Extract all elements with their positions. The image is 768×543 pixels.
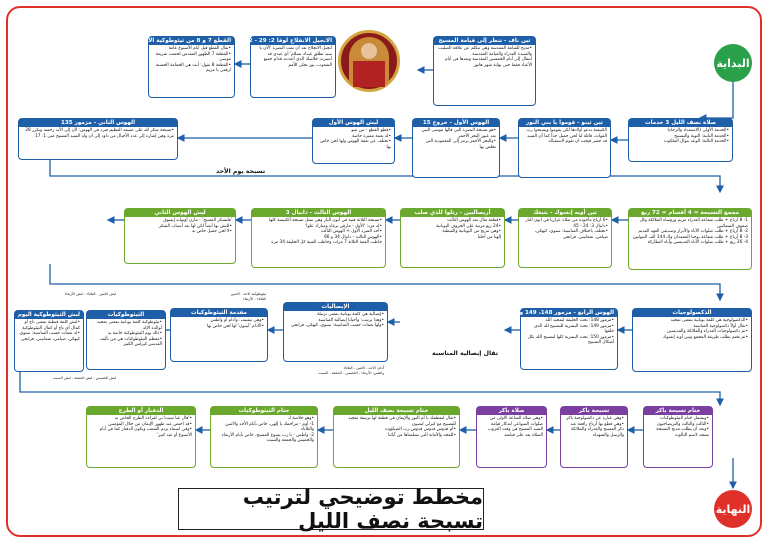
box-body: •وهي صلاة الساعة الأولى من صلوات السواعي لتذكار قيامة السيد المسيح في وقت الغروب الصلاة يعد على قيامته (487, 416, 543, 438)
box-heading: لبش الثيئوطوكية اليوم (15, 311, 83, 319)
box-baker-tasbeha (560, 406, 628, 468)
box-hos-3 (251, 208, 386, 268)
left-small-note-2: لبش الخميس - لبش الجمعة - لبش السبت (52, 376, 116, 380)
box-heading: الذكصولوجيات (633, 309, 751, 317)
box-ten-naf (433, 36, 536, 106)
page-title: مخطط توضيحي لترتيب تسبحة نصف الليل (178, 488, 484, 530)
box-heading: الهوس الثالث - دانيال 3 (252, 209, 385, 217)
box-heading: لبش الهوس الثاني (125, 209, 235, 217)
box-heading: لبش الهوس الأول (313, 119, 394, 127)
box-doxologies (632, 308, 752, 372)
theotokia-days-note: ثيئوطوكية الاحد - الاثنين الثلاثاء - الأربعاء (230, 292, 266, 301)
box-heading: القطع 7 و 8 من ثيئوطوكية الأحد (149, 37, 234, 45)
box-heading: الهوس الثاني - مزمور 135 (19, 119, 177, 127)
box-heading: تسبحة باكر (561, 407, 627, 415)
box-midnight-prayer (628, 118, 733, 162)
box-end-theotokias (210, 406, 318, 468)
box-body: •ثيئوطوكية كلمة يونانية بمعنى تمجيد لوالدة الإله •ذلك يوم الثيئوطوكية خاصة به •معظم الثيئوطوكيات هي من تأليف القديس كيرلس الكبير (97, 320, 162, 348)
psali-after-label: تقال إبصالية المناسبة (432, 350, 499, 357)
box-lobsh-1 (312, 118, 395, 164)
box-heading: تين أويه إنسوك - نتبعك (519, 209, 611, 217)
box-body: •الخدمة الأولى (الاستعداد والرجاء) •الخدمة الثانية: التوبة والتسبيح •الخدمة الثالثة: الوعد بنوال الملكوت (663, 128, 729, 145)
box-baker-prayer (476, 406, 547, 468)
box-ten-theno (518, 118, 611, 178)
box-body: •تسبحة الثلاثة فتية في أتون النار وهي تمثل تسبحة الكنيسة كلها •له مرد: 'الأول - مارفن برغاه ومبارك علوا' •أحد الميرد الأول + الهوس الثالث •الهوس الثالث - دانيال 34 و 66 خاطب الفتية الثلاثة 7 مرات وخاطب الفتية كل الخليقة 34 مرة (269, 218, 382, 246)
left-small-note-1: لبش الاثنين - الثلاثاء - لبش الأربعاء (64, 292, 116, 296)
box-body: انجيل الانجلاج بعد أن تمت النصرة 'الآن يا سيد تطلق عبدك بسلام' أي عبدي قد أبصرت خلاصك الذي أعددته قدام جميع الشعوب، نور تجلي للأمم (259, 46, 332, 68)
start-circle: البداية (714, 44, 752, 82)
box-ten-oweh (518, 208, 612, 268)
box-heading: الثيئوطوكيات (87, 311, 165, 319)
box-heading: الهوس الرابع - مزمور 148، 149 و 150 (521, 309, 617, 317)
box-lobsh-2 (124, 208, 236, 264)
box-body: •مزمور 148: بحث الخليقة لتمجيد الله •مزمور 149: بحث البشرية للتسبيح لله الذي خلقها •مزمور 150: بحث البشرية كلها لتسبيح الله بكل أشكال التسبيح (527, 318, 614, 346)
box-body: •الذكصولوجية هي كلمة يونانية بمعنى تمجيد •تقال أولاً ذكصولوجية المناسبة •ثم ذكصولوجيات العذراء والملائكة والقديسين •ثم يختم بطلب طريقة المجمع وتين أويه إنسوك (662, 318, 748, 340)
end-circle: النهاية (714, 490, 752, 528)
box-heading: تين ناف - تنظر إلى قيامة المسيح (434, 37, 535, 45)
box-majma (628, 208, 752, 270)
box-body: •لبش كلمة قبطية بمعنى تاج أو كمال أي تاج أو كمال الثيئوطوكية •له نغمات حسب المناسبة: سنوي، كيهكي، صيامي، شعانيني، فرايحي (18, 320, 80, 342)
box-psalis (283, 302, 388, 362)
box-end-midnight (333, 406, 460, 468)
box-hos-1 (412, 118, 500, 178)
box-heading: صلاة باكر (477, 407, 546, 415)
box-body: •وهي تيفتيف: وأدام أو واطس •الأدام 'أيبيون' لها لحن خاص بها (206, 318, 264, 329)
box-arisalin (400, 208, 505, 268)
box-heading: الإبصاليات (284, 303, 387, 311)
box-body: •6 أرباع مأخوذة من صلاة عزاريا في أتون النار •دانيال 3: 24 - 45 •تختلف باختلاف المناسبة: سنوي، كيهكي، صيامي، شعانيني، فرايحي (525, 218, 608, 240)
box-body: •مديح للقيامة المقدسة وهي تتكلم عن علاقة الصليب والسيدة العذراء والقيامة المقدسة انتقال إلى أيام الخمسين المقدسة وبعدها في أيام الأعياد فقط حتى نهاية شهر هاتور (438, 46, 532, 68)
box-gospel (244, 36, 336, 98)
box-body: •'قال عنا سيدنا بي لقراءة الطرح الخاص به •قد اختص عيد ظهور الإيمان من خلال المؤمنين •وفي اسماء يرنم الشعب ويكون الدفنار كما في أيام الأسبوع أو عيد كبير' (99, 416, 192, 438)
box-heading: الانجيل الانقلاج لوقا 2: 29 - 32 (251, 37, 335, 45)
box-body: •وهي عبارة عن ذكصولوجية باكر •وهي قطع بها أرباع رافعة عند ذكر المسيح والعذراء والملائكة والرسل والشهداء (566, 416, 624, 438)
box-heading: ختام الثيئوطوكيات (211, 407, 317, 415)
adam-watus-note: أدام: الأحد - الاثنين - الثلاثاء واطس: الأربعاء - الخميس - الجمعة - السبت (318, 366, 384, 375)
box-heading: تين ثينو - قوموا يا بني النور (519, 119, 610, 127)
box-heading: مقدمة الثيئوطوكيات (171, 309, 267, 317)
box-lobsh-theotokia (14, 310, 84, 372)
box-parts-7-8 (140, 36, 235, 98)
box-body: •قطعة تقال بعد الهوس الثالث •24 ربع مرتبة على الحروف اليونانية •وهي مزيج من اليونانية والقبطية إلهنا من أجلنا (436, 218, 501, 240)
box-body: 1- 8 أرباع + طلب شفاعة العذراء مريم ورؤساء الملائكة وكل صفوف السمائيين 2- 8 أرباع + طلب صلوات الآباء والأبرار وصديقي العهد القديم 3- 8 أرباع + طلب شفاعة يوحنا المعمدان والـ 144 ألف البتوليين 4- 26 ربع + طلب صلوات الآباء القديسين وآباء البطاركة (632, 218, 748, 246)
box-heading: مجمع التسبحة = 4 أقسام = 72 ربع (629, 209, 751, 217)
box-end-baker-tasbeha (643, 406, 713, 468)
box-theotokia-intro (170, 308, 268, 362)
box-body: •تسبحة شكر لله على صنيعه العظيم فيرد في الهوس: لأن إلى الأبد رحمته ويكرر 28 مرة وهي إشارة إلى عدد الأجيال من داود إلى أن ولد السيد المسيح متى 1: 17 (25, 128, 174, 139)
box-body: •هو تسبحة النصرة التي قالها موسى النبي بعد عبور البحر الأحمر •والبحر الأحمر يرمز إلى المعمودية التي نخلص بها (421, 128, 496, 150)
box-hos-4 (505, 308, 618, 370)
box-body: الكنيسة تدعو أولادها لكي يقوموا ويسبحوا رب القوات، قائلة لنا لحن جميل جداً كما أن السيد قد حضر فيجب ان تقوم لاستقباله (526, 128, 607, 145)
box-heading: صلاة نصف الليل 3 خدمات (629, 119, 732, 127)
box-body: •ويشمل ختام الثيئوطوكيات •الثالث والثالث والتريصاجيون •وبعد أن يطلب مديح التسبحة تسجد لاسم الثالوث (656, 416, 709, 438)
box-heading: الهوس الأول - خروج 15 (413, 119, 499, 127)
box-body: •وهو خلاصة لـ 1- أوم - مراحمك يا إلهي، خاص بأيام الأحد والاثنين والثلاثاء 2- واطس - يا رب يسوع المسيح، خاص بأيام الأربعاء والخميس والجمعة والسبت (221, 416, 314, 444)
saint-icon (338, 30, 400, 92)
box-body: •تقال القطع قبل أيام الأسبوع عامة •القطعة 7 الظهور المقدس لحسب شريعة موسى •القطعة 8 تقول: أنت هي الحمامة الحسنة ارفعي يا مريم (155, 46, 231, 74)
box-theotokias (86, 310, 166, 370)
box-body: •إبصالية هي كلمة يونانية بمعنى ترتيلة •وهذا ترتيب: وأحيانا إبصالية المناسبة •ولها نغمات حسب المناسبة: سنوي، كيهكي، فرايحي (290, 312, 384, 329)
box-heading: ختام تسبحة باكر (644, 407, 712, 415)
box-body: •قطع القطع - تين ثينو •له نغمة مميزة خاصة •تختلف عن نغمة الهوس ولها لحن خاص بها (320, 128, 391, 150)
box-body: •تقال لنعظمك يا أم النور والإيمان في قطعة لها ترنيمة تمجيد للمسيح مع كيرلي ليصون •أم قدوس قدوس قدوس رب الصباؤوت •للمجد والأمانة التي تسلمناها من آبائنا (348, 416, 456, 438)
box-hos-2 (18, 118, 178, 160)
week-tasbeha-label: تسبحة يوم الأحد (216, 168, 266, 175)
box-body: 'فلنشكر المسيح' - مارن أوتوانه إيفنوق •للبش بها أيضاً لكن لها بعد أسباب الشكر •لا لحن جميل خاص به (158, 218, 232, 235)
box-heading: ختام تسبحة نصف الليل (334, 407, 459, 415)
box-heading: أريصاليين - رتلوا للذي صلب (401, 209, 504, 217)
box-difnar (86, 406, 196, 468)
box-heading: الدفنار أو الطرح (87, 407, 195, 415)
